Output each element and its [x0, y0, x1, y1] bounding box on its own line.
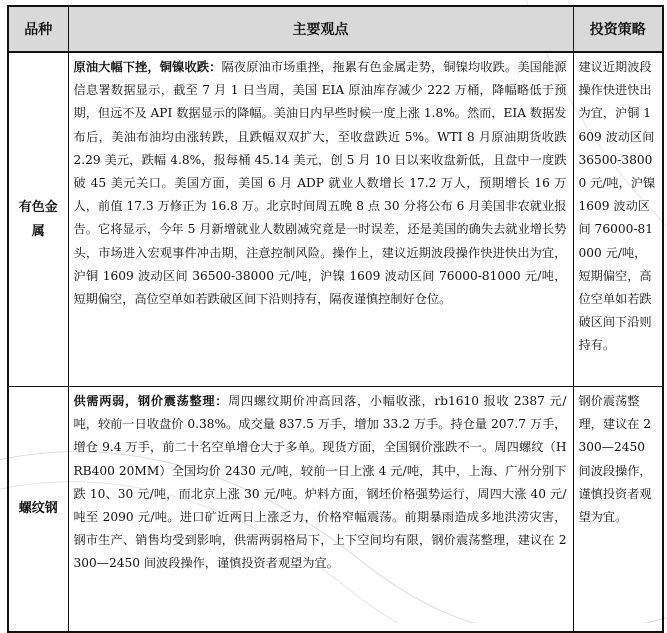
header-main-view: 主要观点	[68, 6, 573, 52]
view-lead: 供需两弱，钢价震荡整理：	[73, 394, 229, 408]
main-view-cell	[68, 52, 573, 387]
main-view-cell	[68, 387, 573, 633]
strategy-cell: 建议近期波段操作快进快出为宜，沪铜 1609 波动区间 36500-38000 元/吨，沪镍 1609 波动区间 76000-81000 元/吨，短期偏空，高位空单如若跌破区间下沿则持有。	[573, 52, 663, 387]
table-row	[8, 52, 663, 387]
category-cell: 有色金属	[8, 52, 68, 387]
strategy-table	[7, 5, 664, 633]
view-body: 周四螺纹期价冲高回落，小幅收涨，rb1610 报收 2387 元/吨，较前一日收盘价 0.38%。成交量 837.5 万手，增加 33.2 万手。持仓量 207.7 万手，增仓 9.4 万手，前二十名空单增仓大于多单。现货方面，全国钢价涨跌不一。周四螺纹（HRB400 20MM）全国均价 2430 元/吨，较前一日上涨 4 元/吨，其中，上海、广州分别下跌 10、30 元/吨，而北京上涨 30 元/吨。炉料方面，钢坯价格强势运行，周四大涨 40 元/吨至 2090 元/吨。进口矿近两日上涨乏力，价格窄幅震荡。前期暴雨造成多地洪涝灾害，钢市生产、销售均受到影响，供需两弱格局下，上下空间均有限，钢价震荡整理，建议在 2300—2450 间波段操作，谨慎投资者观望为宜。	[73, 394, 567, 571]
table-header-row	[8, 6, 663, 52]
table-row	[8, 387, 663, 633]
header-category: 品种	[8, 6, 68, 52]
strategy-cell: 钢价震荡整理，建议在 2300—2450 间波段操作，谨慎投资者观望为宜。	[573, 387, 663, 633]
header-strategy: 投资策略	[573, 6, 663, 52]
view-body: 隔夜原油市场重挫，拖累有色金属走势，铜镍均收跌。美国能源信息署数据显示，截至 7 月 1 日当周，美国 EIA 原油库存减少 222 万桶，降幅略低于预期，但远不及 API 数据显示的降幅。美油日内早些时候一度上涨 1.8%。然而，EIA 数据发布后，美油布油均由涨转跌，且跌幅双双扩大，至收盘跌近 5%。WTI 8 月原油期货收跌 2.29 美元，跌幅 4.8%，报每桶 45.14 美元，创 5 月 10 日以来收盘新低，且盘中一度跌破 45 美元关口。美国方面，美国 6 月 ADP 就业人数增长 17.2 万人，预期增长 16 万人，前值 17.3 万修正为 16.8 万。北京时间周五晚 8 点 30 分将公布 6 月美国非农就业报告。它将显示，今年 5 月新增就业人数剧减究竟是一时误差，还是美国的确失去就业增长势头，市场进入宏观事件冲击期，注意控制风险。操作上，建议近期波段操作快进快出为宜，沪铜 1609 波动区间 36500-38000 元/吨，沪镍 1609 波动区间 76000-81000 元/吨，短期偏空，高位空单如若跌破区间下沿则持有，隔夜谨慎控制好仓位。	[73, 60, 567, 307]
category-cell: 螺纹钢	[8, 387, 68, 633]
view-lead: 原油大幅下挫，铜镍收跌：	[73, 60, 222, 74]
